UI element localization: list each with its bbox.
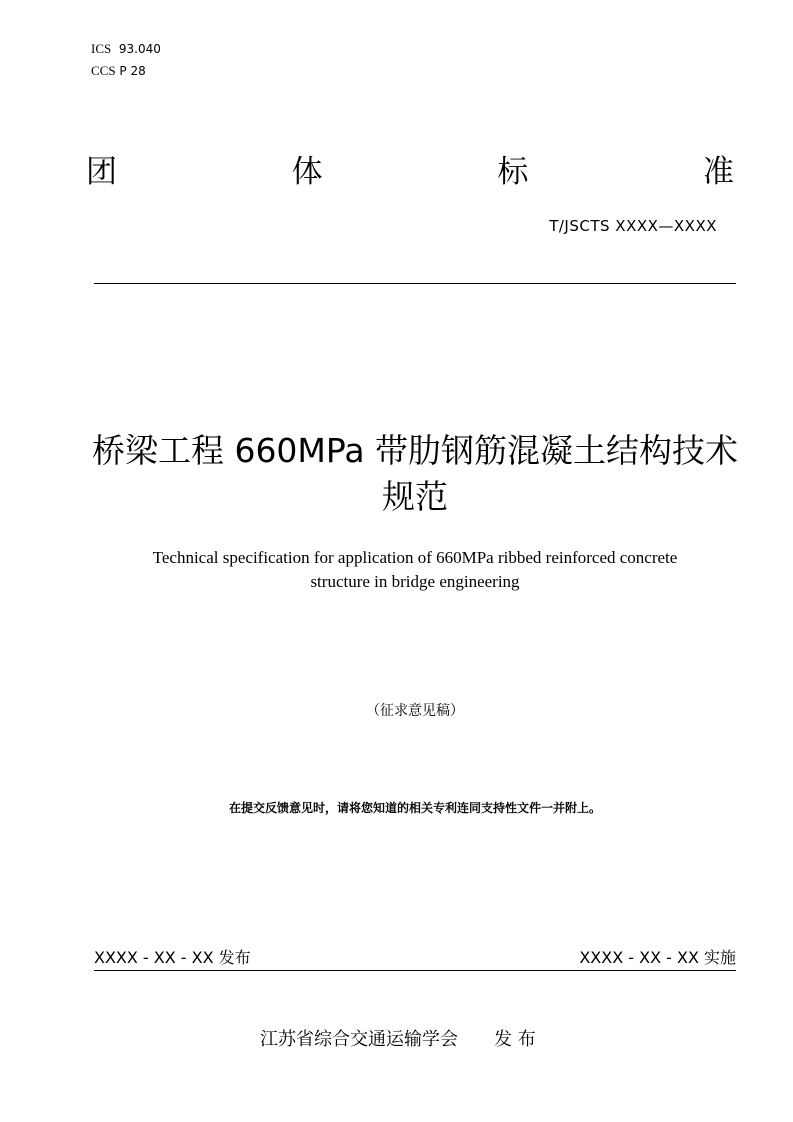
draft-status: （征求意见稿）	[366, 703, 464, 719]
ccs-code	[91, 60, 161, 82]
chinese-title-line1: 桥梁工程 660MPa 带肋钢筋混凝土结构技术	[91, 431, 739, 470]
standard-type-heading	[86, 150, 734, 194]
classification-codes	[91, 38, 161, 82]
issuer	[260, 1025, 536, 1051]
standard-type-char: 团	[86, 154, 117, 190]
patent-notice: 在提交反馈意见时，请将您知道的相关专利连同支持性文件一并附上。	[228, 801, 601, 815]
ics-label: ICS	[91, 41, 112, 56]
ccs-value: P 28	[119, 64, 146, 78]
standard-type-char: 体	[291, 154, 323, 190]
publish-date: XXXX - XX - XX 发布	[94, 948, 251, 967]
implement-date: XXXX - XX - XX 实施	[579, 948, 736, 967]
top-divider	[94, 283, 736, 284]
ccs-label: CCS	[91, 63, 116, 78]
issuer-action: 发 布	[494, 1029, 536, 1050]
chinese-title	[80, 428, 750, 520]
english-title-line2: structure in bridge engineering	[310, 572, 520, 591]
standard-type-char: 标	[497, 154, 529, 190]
chinese-title-line2: 规范	[382, 477, 448, 516]
issuer-name: 江苏省综合交通运输学会	[260, 1029, 458, 1050]
ics-value: 93.040	[118, 42, 161, 56]
ics-code	[91, 38, 161, 60]
standard-number: T/JSCTS XXXX—XXXX	[549, 217, 717, 235]
english-title	[100, 546, 730, 594]
bottom-divider	[94, 970, 736, 971]
english-title-line1: Technical specification for application of 660MPa ribbed reinforced concrete	[152, 548, 678, 567]
standard-type-char: 准	[702, 154, 734, 190]
